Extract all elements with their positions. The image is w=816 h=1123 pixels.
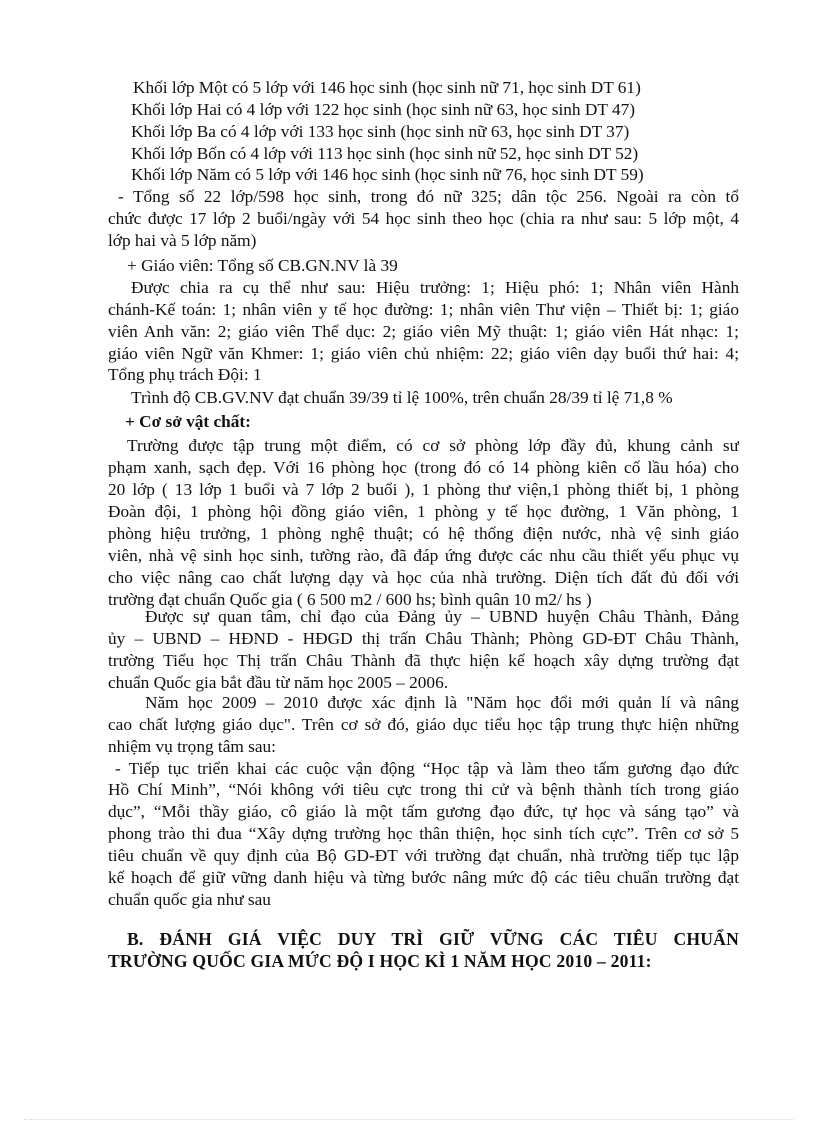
total-line-1: - Tổng số 22 lớp/598 học sinh, trong đó nữ 325; dân tộc 256. Ngoài ra còn tổ: [118, 187, 739, 206]
facilities-line-5: phòng hiệu trưởng, 1 phòng nghệ thuật; có hệ thống điện nước, nhà vệ sinh giáo: [108, 524, 739, 543]
facilities-line-1: Trường được tập trung một điểm, có cơ sở phòng lớp đầy đủ, khung cảnh sư: [127, 436, 739, 455]
tasks-line-5: tiêu chuẩn về quy định của Bộ GD-ĐT với trường đạt chuẩn, nhà trường tiếp tục lập: [108, 846, 739, 865]
year-line-3: nhiệm vụ trọng tâm sau:: [108, 737, 276, 756]
teachers-line-4: giáo viên Ngữ văn Khmer: 1; giáo viên chủ nhiệm: 22; giáo viên dạy buổi thứ hai: 4;: [108, 344, 739, 363]
facilities-line-6: viên, nhà vệ sinh học sinh, tường rào, đã đáp ứng được các nhu cầu thiết yếu phục vụ: [108, 546, 739, 565]
class-line-4: Khối lớp Bốn có 4 lớp với 113 học sinh (học sinh nữ 52, học sinh DT 52): [131, 144, 639, 163]
class-line-1: Khối lớp Một có 5 lớp với 146 học sinh (học sinh nữ 71, học sinh DT 61): [133, 78, 641, 97]
section-b-heading-line-2: TRƯỜNG QUỐC GIA MỨC ĐỘ I HỌC KÌ 1 NĂM HỌC 2010 – 2011:: [108, 951, 652, 971]
facilities-line-7: cho việc nâng cao chất lượng dạy và học của nhà trường. Diện tích đất đủ đối với: [108, 568, 739, 587]
class-line-3: Khối lớp Ba có 4 lớp với 133 học sinh (học sinh nữ 63, học sinh DT 37): [131, 122, 630, 141]
support-line-1: Được sự quan tâm, chỉ đạo của Đảng ủy – UBND huyện Châu Thành, Đảng: [145, 607, 739, 626]
teachers-line-2: chánh-Kế toán: 1; nhân viên y tế học đường: 1; nhân viên Thư viện – Thiết bị: 1; giáo: [108, 300, 739, 319]
support-line-2: ủy – UBND – HĐND - HĐGD thị trấn Châu Thành; Phòng GD-ĐT Châu Thành,: [108, 629, 739, 648]
support-line-3: trường Tiểu học Thị trấn Châu Thành đã thực hiện kế hoạch xây dựng trường đạt: [108, 651, 739, 670]
tasks-line-6: kế hoạch để giữ vững danh hiệu và từng bước nâng mức độ các tiêu chuẩn trường đạt: [108, 868, 739, 887]
facilities-line-3: 20 lớp ( 13 lớp 1 buổi và 7 lớp 2 buổi ), 1 phòng thư viện,1 phòng thiết bị, 1 phòng: [108, 480, 739, 499]
tasks-line-1: - Tiếp tục triển khai các cuộc vận động “Học tập và làm theo tấm gương đạo đức: [115, 759, 739, 778]
year-line-1: Năm học 2009 – 2010 được xác định là "Năm học đổi mới quản lí và nâng: [145, 693, 739, 712]
teachers-line-5: Tổng phụ trách Đội: 1: [108, 365, 262, 384]
support-line-4: chuẩn Quốc gia bắt đầu từ năm học 2005 – 2006.: [108, 673, 449, 692]
year-line-2: cao chất lượng giáo dục". Trên cơ sở đó, giáo dục tiểu học tập trung thực hiện những: [108, 715, 739, 734]
tasks-line-3: dục”, “Mỗi thầy giáo, cô giáo là một tấm gương đạo đức, tự học và sáng tạo” và: [108, 802, 739, 821]
tasks-line-4: phong trào thi đua “Xây dựng trường học thân thiện, học sinh tích cực”. Trên cơ sở 5: [108, 824, 739, 843]
teachers-heading: + Giáo viên: Tổng số CB.GN.NV là 39: [127, 256, 398, 275]
teachers-line-1: Được chia ra cụ thể như sau: Hiệu trưởng: 1; Hiệu phó: 1; Nhân viên Hành: [131, 278, 739, 297]
class-line-5: Khối lớp Năm có 5 lớp với 146 học sinh (học sinh nữ 76, học sinh DT 59): [131, 165, 644, 184]
total-line-3: lớp hai và 5 lớp năm): [108, 231, 257, 250]
total-line-2: chức được 17 lớp 2 buổi/ngày với 54 học sinh theo học (chia ra như sau: 5 lớp một, 4: [108, 209, 739, 228]
class-line-2: Khối lớp Hai có 4 lớp với 122 học sinh (học sinh nữ 63, học sinh DT 47): [131, 100, 635, 119]
tasks-line-2: Hồ Chí Minh”, “Nói không với tiêu cực trong thi cử và bệnh thành tích trong giáo: [108, 780, 739, 799]
section-b-heading-line-1: B. ĐÁNH GIÁ VIỆC DUY TRÌ GIỮ VỮNG CÁC TIÊU CHUẨN: [127, 929, 739, 949]
qualification-line: Trình độ CB.GV.NV đạt chuẩn 39/39 tỉ lệ 100%, trên chuẩn 28/39 tỉ lệ 71,8 %: [131, 388, 673, 407]
facilities-line-8: trường đạt chuẩn Quốc gia ( 6 500 m2 / 600 hs; bình quân 10 m2/ hs ): [108, 590, 592, 609]
teachers-line-3: viên Anh văn: 2; giáo viên Thể dục: 2; giáo viên Mỹ thuật: 1; giáo viên Hát nhạc: 1;: [108, 322, 739, 341]
tasks-line-7: chuẩn quốc gia như sau: [108, 890, 271, 909]
page-bottom-rule: [24, 1119, 794, 1120]
facilities-line-4: Đoàn đội, 1 phòng hội đồng giáo viên, 1 phòng y tế học đường, 1 Văn phòng, 1: [108, 502, 739, 521]
facilities-heading: + Cơ sở vật chất:: [125, 412, 251, 431]
facilities-line-2: phạm xanh, sạch đẹp. Với 16 phòng học (trong đó có 14 phòng kiên cố lầu hóa) cho: [108, 458, 739, 477]
